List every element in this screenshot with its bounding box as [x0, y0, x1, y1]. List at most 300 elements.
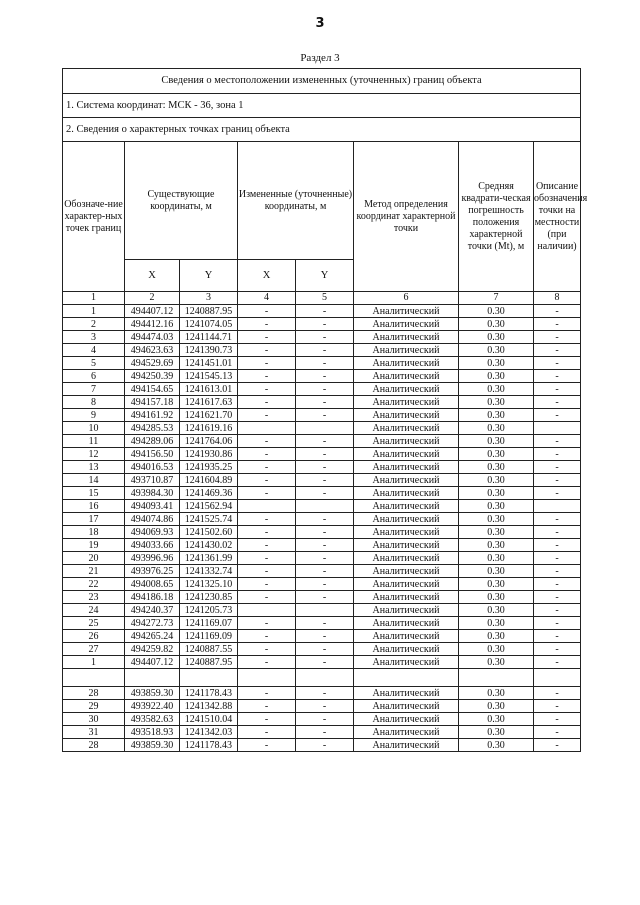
changed-x-cell [238, 422, 296, 435]
changed-x-cell: - [238, 474, 296, 487]
existing-y-cell: 1241545.13 [180, 370, 238, 383]
changed-x-cell: - [238, 630, 296, 643]
existing-x-cell: 494154.65 [125, 383, 180, 396]
existing-x-cell: 493859.30 [125, 687, 180, 700]
method-cell: Аналитический [354, 318, 459, 331]
changed-y-cell: - [296, 552, 354, 565]
changed-x-cell: - [238, 331, 296, 344]
point-designation-cell: 19 [63, 539, 125, 552]
existing-y-cell: 1241525.74 [180, 513, 238, 526]
table-row [63, 370, 581, 383]
description-cell: - [534, 526, 581, 539]
error-cell: 0.30 [459, 461, 534, 474]
error-cell: 0.30 [459, 305, 534, 318]
point-designation-cell: 31 [63, 726, 125, 739]
point-designation-cell: 8 [63, 396, 125, 409]
changed-y-cell [296, 604, 354, 617]
error-cell: 0.30 [459, 687, 534, 700]
existing-y-cell: 1241178.43 [180, 739, 238, 752]
error-cell: 0.30 [459, 487, 534, 500]
point-designation-cell: 18 [63, 526, 125, 539]
existing-y-cell: 1241361.99 [180, 552, 238, 565]
description-cell: - [534, 617, 581, 630]
existing-y-cell: 1241469.36 [180, 487, 238, 500]
method-cell: Аналитический [354, 448, 459, 461]
table-row [63, 700, 581, 713]
point-designation-cell: 24 [63, 604, 125, 617]
existing-x-cell: 494240.37 [125, 604, 180, 617]
changed-x-cell: - [238, 357, 296, 370]
changed-x-cell: - [238, 513, 296, 526]
table-row [63, 565, 581, 578]
header-changed: Измененные (уточненные) координаты, м [238, 142, 354, 260]
table-row [63, 643, 581, 656]
description-cell: - [534, 700, 581, 713]
changed-x-cell: - [238, 370, 296, 383]
changed-x-cell: - [238, 305, 296, 318]
existing-x-cell [125, 669, 180, 687]
changed-x-cell: - [238, 713, 296, 726]
point-designation-cell: 9 [63, 409, 125, 422]
method-cell: Аналитический [354, 474, 459, 487]
point-designation-cell: 12 [63, 448, 125, 461]
existing-x-cell: 494033.66 [125, 539, 180, 552]
existing-y-cell: 1241169.07 [180, 617, 238, 630]
header-y-existing: Y [180, 260, 238, 292]
changed-y-cell: - [296, 513, 354, 526]
changed-x-cell: - [238, 344, 296, 357]
existing-y-cell: 1241178.43 [180, 687, 238, 700]
method-cell: Аналитический [354, 591, 459, 604]
error-cell: 0.30 [459, 539, 534, 552]
header-row [63, 142, 581, 260]
changed-y-cell: - [296, 526, 354, 539]
error-cell: 0.30 [459, 591, 534, 604]
table-row [63, 357, 581, 370]
error-cell: 0.30 [459, 409, 534, 422]
method-cell: Аналитический [354, 713, 459, 726]
description-cell: - [534, 409, 581, 422]
description-cell: - [534, 630, 581, 643]
point-designation-cell: 2 [63, 318, 125, 331]
header-y-changed: Y [296, 260, 354, 292]
table-row [63, 604, 581, 617]
method-cell: Аналитический [354, 409, 459, 422]
description-cell: - [534, 448, 581, 461]
column-number-row [63, 292, 581, 305]
method-cell: Аналитический [354, 565, 459, 578]
method-cell: Аналитический [354, 500, 459, 513]
changed-y-cell: - [296, 578, 354, 591]
point-designation-cell: 1 [63, 305, 125, 318]
existing-x-cell: 494008.65 [125, 578, 180, 591]
method-cell: Аналитический [354, 396, 459, 409]
description-cell: - [534, 357, 581, 370]
error-cell: 0.30 [459, 526, 534, 539]
point-designation-cell: 10 [63, 422, 125, 435]
description-cell: - [534, 643, 581, 656]
existing-y-cell: 1241930.86 [180, 448, 238, 461]
changed-x-cell: - [238, 643, 296, 656]
point-designation-cell [63, 669, 125, 687]
changed-y-cell: - [296, 409, 354, 422]
header-description: Описание обозначения точки на местности (при наличии) [534, 142, 581, 292]
header-method: Метод определения координат характерной точки [354, 142, 459, 292]
table-row [63, 726, 581, 739]
existing-x-cell: 493922.40 [125, 700, 180, 713]
description-cell [534, 669, 581, 687]
table-row [63, 500, 581, 513]
changed-x-cell: - [238, 726, 296, 739]
error-cell: 0.30 [459, 435, 534, 448]
table-row [63, 687, 581, 700]
point-designation-cell: 3 [63, 331, 125, 344]
changed-y-cell: - [296, 331, 354, 344]
points-heading: 2. Сведения о характерных точках границ объекта [63, 118, 581, 142]
existing-y-cell: 1241935.25 [180, 461, 238, 474]
column-number: 5 [296, 292, 354, 305]
table-row [63, 591, 581, 604]
point-designation-cell: 25 [63, 617, 125, 630]
changed-y-cell: - [296, 630, 354, 643]
changed-y-cell: - [296, 396, 354, 409]
description-cell: - [534, 539, 581, 552]
error-cell: 0.30 [459, 726, 534, 739]
error-cell: 0.30 [459, 617, 534, 630]
existing-x-cell: 494623.63 [125, 344, 180, 357]
error-cell: 0.30 [459, 318, 534, 331]
error-cell: 0.30 [459, 713, 534, 726]
point-designation-cell: 29 [63, 700, 125, 713]
method-cell: Аналитический [354, 357, 459, 370]
changed-y-cell: - [296, 318, 354, 331]
description-cell: - [534, 552, 581, 565]
error-cell: 0.30 [459, 578, 534, 591]
changed-x-cell [238, 500, 296, 513]
description-cell: - [534, 435, 581, 448]
method-cell: Аналитический [354, 539, 459, 552]
existing-y-cell: 1241764.06 [180, 435, 238, 448]
description-cell: - [534, 739, 581, 752]
point-designation-cell: 14 [63, 474, 125, 487]
changed-y-cell: - [296, 305, 354, 318]
coord-system-row [63, 94, 581, 118]
description-cell: - [534, 344, 581, 357]
error-cell: 0.30 [459, 357, 534, 370]
error-cell: 0.30 [459, 396, 534, 409]
header-x-existing: X [125, 260, 180, 292]
changed-y-cell: - [296, 700, 354, 713]
changed-y-cell: - [296, 383, 354, 396]
point-designation-cell: 21 [63, 565, 125, 578]
column-number: 6 [354, 292, 459, 305]
changed-y-cell: - [296, 687, 354, 700]
table-row [63, 552, 581, 565]
existing-y-cell: 1241390.73 [180, 344, 238, 357]
changed-x-cell [238, 669, 296, 687]
method-cell: Аналитический [354, 487, 459, 500]
existing-x-cell: 494407.12 [125, 305, 180, 318]
existing-y-cell: 1241144.71 [180, 331, 238, 344]
error-cell: 0.30 [459, 383, 534, 396]
changed-y-cell: - [296, 487, 354, 500]
existing-x-cell: 493582.63 [125, 713, 180, 726]
table-title: Сведения о местоположении измененных (уточненных) границ объекта [63, 69, 581, 94]
section-title: Раздел 3 [300, 52, 340, 64]
point-designation-cell: 22 [63, 578, 125, 591]
changed-x-cell: - [238, 383, 296, 396]
point-designation-cell: 4 [63, 344, 125, 357]
existing-x-cell: 494016.53 [125, 461, 180, 474]
table-row [63, 578, 581, 591]
error-cell: 0.30 [459, 643, 534, 656]
existing-x-cell: 494529.69 [125, 357, 180, 370]
method-cell: Аналитический [354, 370, 459, 383]
method-cell: Аналитический [354, 656, 459, 669]
error-cell: 0.30 [459, 565, 534, 578]
point-designation-cell: 6 [63, 370, 125, 383]
existing-x-cell: 494093.41 [125, 500, 180, 513]
changed-y-cell [296, 669, 354, 687]
existing-y-cell: 1240887.95 [180, 656, 238, 669]
changed-y-cell [296, 422, 354, 435]
existing-x-cell: 493996.96 [125, 552, 180, 565]
method-cell: Аналитический [354, 687, 459, 700]
existing-x-cell: 493984.30 [125, 487, 180, 500]
existing-x-cell: 493518.93 [125, 726, 180, 739]
point-designation-cell: 28 [63, 687, 125, 700]
changed-x-cell: - [238, 591, 296, 604]
table-row [63, 713, 581, 726]
changed-y-cell: - [296, 617, 354, 630]
table-row [63, 344, 581, 357]
changed-y-cell: - [296, 370, 354, 383]
changed-y-cell: - [296, 656, 354, 669]
changed-y-cell: - [296, 726, 354, 739]
changed-x-cell: - [238, 656, 296, 669]
table-row [63, 331, 581, 344]
changed-x-cell: - [238, 435, 296, 448]
error-cell: 0.30 [459, 331, 534, 344]
description-cell [534, 422, 581, 435]
error-cell [459, 669, 534, 687]
error-cell: 0.30 [459, 474, 534, 487]
points-heading-row [63, 118, 581, 142]
existing-y-cell: 1241619.16 [180, 422, 238, 435]
table-row [63, 461, 581, 474]
table-row [63, 422, 581, 435]
header-error: Средняя квадрати-ческая погрешность положения характерной точки (Mt), м [459, 142, 534, 292]
description-cell: - [534, 713, 581, 726]
existing-x-cell: 494265.24 [125, 630, 180, 643]
changed-x-cell: - [238, 565, 296, 578]
changed-y-cell: - [296, 713, 354, 726]
method-cell: Аналитический [354, 435, 459, 448]
existing-x-cell: 493710.87 [125, 474, 180, 487]
method-cell: Аналитический [354, 461, 459, 474]
table-row [63, 539, 581, 552]
header-designation: Обозначе-ние характер-ных точек границ [63, 142, 125, 292]
existing-y-cell: 1241604.89 [180, 474, 238, 487]
existing-y-cell: 1241325.10 [180, 578, 238, 591]
changed-y-cell: - [296, 474, 354, 487]
header-existing: Существующие координаты, м [125, 142, 238, 260]
column-number: 7 [459, 292, 534, 305]
table-row [63, 448, 581, 461]
existing-y-cell: 1241430.02 [180, 539, 238, 552]
method-cell: Аналитический [354, 630, 459, 643]
point-designation-cell: 7 [63, 383, 125, 396]
column-number: 8 [534, 292, 581, 305]
description-cell: - [534, 656, 581, 669]
changed-y-cell: - [296, 357, 354, 370]
changed-x-cell: - [238, 487, 296, 500]
coord-system: 1. Система координат: МСК - 36, зона 1 [63, 94, 581, 118]
existing-y-cell: 1241205.73 [180, 604, 238, 617]
description-cell: - [534, 604, 581, 617]
table-row-separator [63, 669, 581, 687]
changed-x-cell: - [238, 318, 296, 331]
existing-y-cell: 1241562.94 [180, 500, 238, 513]
error-cell: 0.30 [459, 448, 534, 461]
point-designation-cell: 13 [63, 461, 125, 474]
description-cell: - [534, 396, 581, 409]
changed-x-cell: - [238, 700, 296, 713]
existing-y-cell: 1241510.04 [180, 713, 238, 726]
error-cell: 0.30 [459, 630, 534, 643]
table-row [63, 487, 581, 500]
boundary-points-table [62, 68, 588, 752]
method-cell: Аналитический [354, 604, 459, 617]
table-row [63, 526, 581, 539]
existing-x-cell: 494250.39 [125, 370, 180, 383]
description-cell: - [534, 565, 581, 578]
existing-y-cell: 1241451.01 [180, 357, 238, 370]
changed-y-cell: - [296, 739, 354, 752]
description-cell: - [534, 370, 581, 383]
column-number: 3 [180, 292, 238, 305]
table-row [63, 435, 581, 448]
table-row [63, 630, 581, 643]
error-cell: 0.30 [459, 344, 534, 357]
changed-y-cell: - [296, 461, 354, 474]
error-cell: 0.30 [459, 656, 534, 669]
existing-y-cell: 1241342.88 [180, 700, 238, 713]
method-cell: Аналитический [354, 422, 459, 435]
existing-x-cell: 494186.18 [125, 591, 180, 604]
column-number: 4 [238, 292, 296, 305]
error-cell: 0.30 [459, 739, 534, 752]
column-number: 1 [63, 292, 125, 305]
method-cell: Аналитический [354, 526, 459, 539]
changed-y-cell: - [296, 448, 354, 461]
point-designation-cell: 1 [63, 656, 125, 669]
existing-y-cell: 1241621.70 [180, 409, 238, 422]
changed-x-cell: - [238, 552, 296, 565]
description-cell: - [534, 487, 581, 500]
existing-x-cell: 494474.03 [125, 331, 180, 344]
changed-x-cell: - [238, 526, 296, 539]
point-designation-cell: 30 [63, 713, 125, 726]
method-cell: Аналитический [354, 344, 459, 357]
changed-y-cell: - [296, 643, 354, 656]
changed-x-cell: - [238, 739, 296, 752]
existing-x-cell: 494069.93 [125, 526, 180, 539]
existing-y-cell: 1241613.01 [180, 383, 238, 396]
existing-y-cell: 1241169.09 [180, 630, 238, 643]
table-row [63, 513, 581, 526]
existing-x-cell: 494161.92 [125, 409, 180, 422]
table-row [63, 739, 581, 752]
table-row [63, 656, 581, 669]
description-cell: - [534, 461, 581, 474]
changed-x-cell: - [238, 687, 296, 700]
changed-x-cell: - [238, 396, 296, 409]
error-cell: 0.30 [459, 422, 534, 435]
point-designation-cell: 26 [63, 630, 125, 643]
changed-y-cell: - [296, 344, 354, 357]
point-designation-cell: 16 [63, 500, 125, 513]
existing-x-cell: 494412.16 [125, 318, 180, 331]
changed-x-cell [238, 604, 296, 617]
column-number: 2 [125, 292, 180, 305]
existing-x-cell: 494156.50 [125, 448, 180, 461]
method-cell: Аналитический [354, 305, 459, 318]
error-cell: 0.30 [459, 500, 534, 513]
error-cell: 0.30 [459, 370, 534, 383]
existing-x-cell: 494407.12 [125, 656, 180, 669]
description-cell: - [534, 331, 581, 344]
method-cell [354, 669, 459, 687]
existing-y-cell: 1241332.74 [180, 565, 238, 578]
changed-x-cell: - [238, 409, 296, 422]
existing-y-cell: 1241502.60 [180, 526, 238, 539]
changed-x-cell: - [238, 461, 296, 474]
existing-x-cell: 494272.73 [125, 617, 180, 630]
error-cell: 0.30 [459, 513, 534, 526]
description-cell: - [534, 513, 581, 526]
description-cell: - [534, 578, 581, 591]
existing-x-cell: 494259.82 [125, 643, 180, 656]
table-row [63, 305, 581, 318]
description-cell: - [534, 474, 581, 487]
method-cell: Аналитический [354, 578, 459, 591]
changed-x-cell: - [238, 448, 296, 461]
method-cell: Аналитический [354, 552, 459, 565]
existing-x-cell: 494074.86 [125, 513, 180, 526]
header-x-changed: X [238, 260, 296, 292]
existing-y-cell: 1240887.55 [180, 643, 238, 656]
changed-y-cell: - [296, 435, 354, 448]
changed-y-cell: - [296, 539, 354, 552]
changed-y-cell: - [296, 591, 354, 604]
existing-y-cell: 1241342.03 [180, 726, 238, 739]
point-designation-cell: 5 [63, 357, 125, 370]
point-designation-cell: 17 [63, 513, 125, 526]
point-designation-cell: 23 [63, 591, 125, 604]
table-row [63, 383, 581, 396]
method-cell: Аналитический [354, 513, 459, 526]
existing-x-cell: 494285.53 [125, 422, 180, 435]
point-designation-cell: 11 [63, 435, 125, 448]
existing-y-cell [180, 669, 238, 687]
existing-x-cell: 493859.30 [125, 739, 180, 752]
point-designation-cell: 15 [63, 487, 125, 500]
table-row [63, 409, 581, 422]
table-body [63, 69, 588, 752]
table-row [63, 617, 581, 630]
point-designation-cell: 20 [63, 552, 125, 565]
